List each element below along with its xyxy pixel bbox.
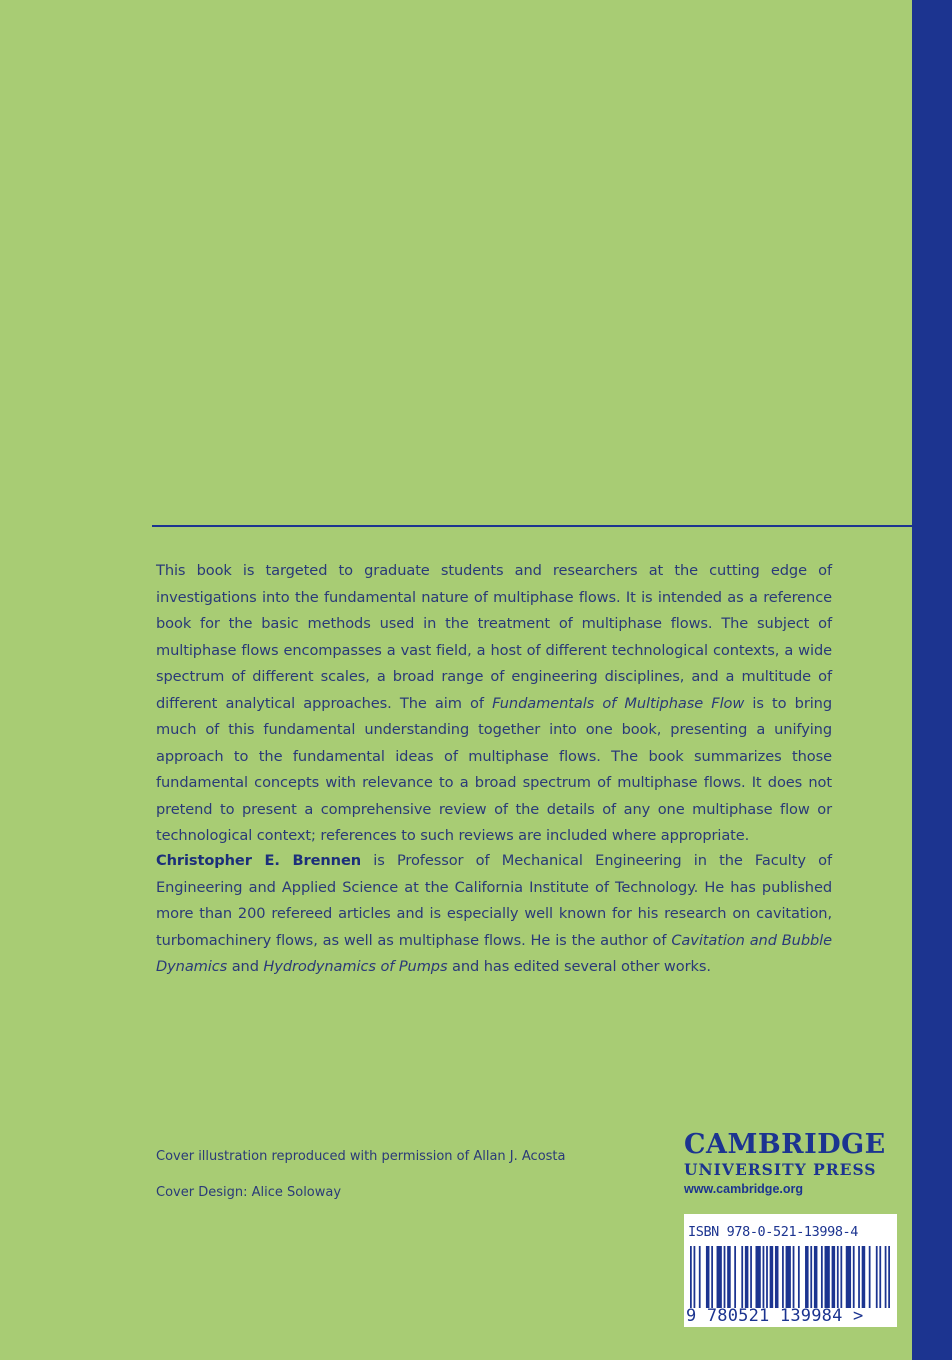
barcode-bar: [724, 1246, 726, 1308]
barcode-bar: [879, 1246, 881, 1308]
barcode-bar: [810, 1246, 812, 1308]
barcode-panel: [684, 1214, 897, 1327]
publisher-logo: [684, 1130, 904, 1198]
other-book-1: Cavitation and Bubble Dynamics: [156, 931, 832, 975]
barcode-bar: [825, 1246, 830, 1308]
publisher-subtitle: UNIVERSITY PRESS: [684, 1160, 877, 1179]
barcode-bar: [734, 1246, 736, 1308]
barcode-bar: [706, 1246, 710, 1308]
barcode-bar: [750, 1246, 752, 1308]
barcode-bar: [846, 1246, 851, 1308]
description-text-2: is to bring much of this fundamental understanding together into one book, presenting a unifying approach to the fundamental ideas of multiphase flows. The book summarizes those fundamental concepts with relevance to a broad spectrum of multiphase flows. It does not pretend to present a comprehensive review of the details of any one multiphase flow or technological context; references to such reviews are included where appropriate.: [156, 694, 832, 844]
barcode-bar: [858, 1246, 860, 1308]
barcode-bar: [727, 1246, 731, 1308]
barcode-bar: [741, 1246, 743, 1308]
barcode-bar: [763, 1246, 765, 1308]
barcode-bar: [837, 1246, 839, 1308]
publisher-name: CAMBRIDGE: [684, 1129, 886, 1160]
bio-text-2: and: [227, 958, 264, 975]
illustration-credit: Cover illustration reproduced with permission of Allan J. Acosta: [156, 1149, 566, 1164]
barcode-bar: [775, 1246, 779, 1308]
barcode-bar: [699, 1246, 701, 1308]
barcode-bar: [745, 1246, 749, 1308]
barcode-bar: [821, 1246, 823, 1308]
isbn-label: ISBN 978-0-521-13998-4: [688, 1224, 859, 1240]
barcode-bar: [814, 1246, 818, 1308]
barcode-bar: [694, 1246, 696, 1308]
barcode-bar: [717, 1246, 722, 1308]
barcode-bars: [690, 1246, 890, 1308]
barcode-bar: [793, 1246, 795, 1308]
barcode-bar: [786, 1246, 791, 1308]
ean-digits: 9 780521 139984 >: [686, 1306, 864, 1326]
barcode-bar: [782, 1246, 784, 1308]
description-text-1: This book is targeted to graduate students and researchers at the cutting edge of investigations into the fundamental nature of multiphase flows. It is intended as a reference book for the basic methods used in the treatment of multiphase flows. The subject of multiphase flows encompasses a vast field, a host of different technological contexts, a wide spectrum of different scales, a broad range of engineering disciplines, and a multitude of different analytical approaches. The aim of: [156, 562, 832, 712]
publisher-url: www.cambridge.org: [684, 1182, 804, 1196]
barcode-bar: [690, 1246, 692, 1308]
barcode-bar: [770, 1246, 774, 1308]
barcode-bar: [798, 1246, 800, 1308]
barcode-bar: [862, 1246, 866, 1308]
barcode-bar: [876, 1246, 878, 1308]
barcode-bar: [711, 1246, 713, 1308]
spine-color-bar: [912, 0, 952, 1360]
book-description: [156, 558, 832, 850]
other-book-2: Hydrodynamics of Pumps: [263, 958, 448, 975]
barcode-bar: [805, 1246, 809, 1308]
barcode-bar: [853, 1246, 855, 1308]
book-title: Fundamentals of Multiphase Flow: [492, 694, 745, 712]
author-bio: [156, 848, 832, 981]
barcode-bar: [840, 1246, 842, 1308]
divider-rule: [152, 525, 912, 527]
bio-text-3: and has edited several other works.: [447, 958, 711, 975]
barcode-bar: [766, 1246, 768, 1308]
design-credit: Cover Design: Alice Soloway: [156, 1185, 342, 1200]
barcode-bar: [832, 1246, 836, 1308]
bio-text-1: is Professor of Mechanical Engineering in the Faculty of Engineering and Applied Science at the California Institute of Technology. He has published more than 200 refereed articles and is especially well known for his research on cavitation, turbomachinery flows, as well as multiphase flows. He is the author of: [156, 852, 833, 949]
barcode-bar: [755, 1246, 760, 1308]
author-name: Christopher E. Brennen: [156, 852, 362, 869]
barcode-bar: [888, 1246, 890, 1308]
barcode-bar: [885, 1246, 887, 1308]
barcode-bar: [869, 1246, 871, 1308]
